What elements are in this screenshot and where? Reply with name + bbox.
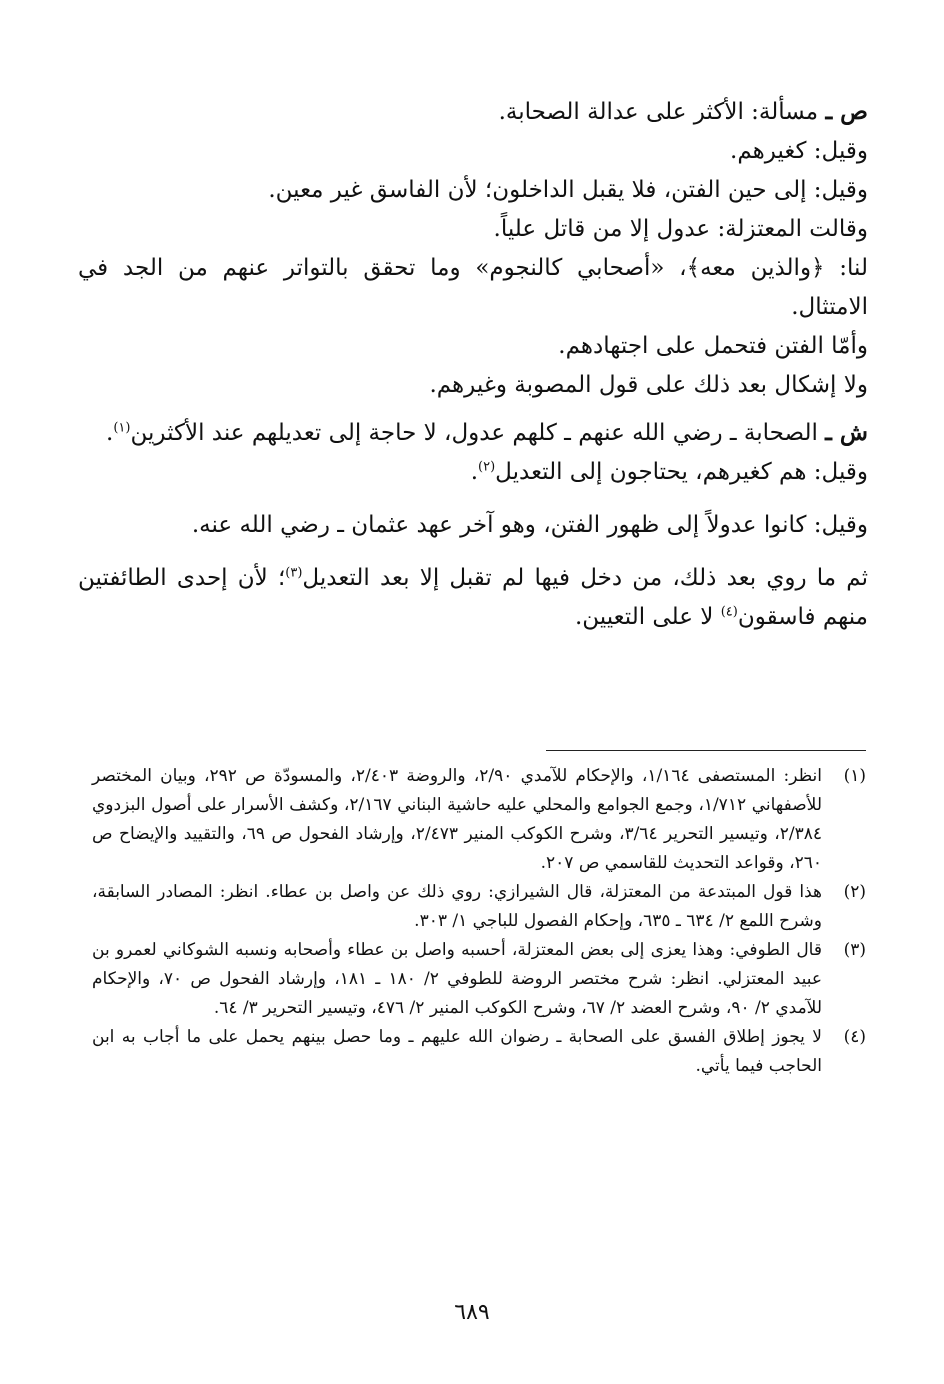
paragraph-text: مسألة: الأكثر على عدالة الصحابة.: [498, 99, 826, 125]
footnote-separator: [546, 750, 866, 751]
matn-marker: ص ـ: [825, 98, 868, 125]
footnote-text: هذا قول المبتدعة من المعتزلة، قال الشيرازي: روي ذلك عن واصل بن عطاء. انظر: المصادر السابقة، وشرح اللمع ٢/ ٦٣٤ ـ ٦٣٥، وإحكام الفصول للباجي ١/ ٣٠٣.: [92, 882, 822, 931]
punctuation: .: [106, 420, 114, 446]
footnote: [92, 762, 866, 878]
footnote: [92, 878, 866, 936]
footnote-ref[interactable]: (١): [113, 420, 131, 436]
paragraph: ولا إشكال بعد ذلك على قول المصوبة وغيرهم.: [429, 372, 868, 398]
footnote-number: (٣): [843, 940, 866, 960]
paragraph: [78, 413, 868, 453]
paragraph: [78, 559, 868, 637]
paragraph-text: وقيل: هم كغيرهم، يحتاجون إلى التعديل: [495, 459, 868, 485]
paragraph: [78, 453, 868, 492]
paragraph-text: لا على التعيين.: [574, 604, 721, 630]
footnote-ref[interactable]: (٣): [285, 565, 303, 581]
paragraph: [78, 92, 868, 132]
footnote: [92, 1023, 866, 1081]
page-number: ٦٨٩: [454, 1300, 490, 1325]
sharh-marker: ش ـ: [825, 419, 868, 446]
footnote-ref[interactable]: (٢): [478, 459, 496, 475]
footnotes: [92, 762, 866, 1081]
paragraph: وقالت المعتزلة: عدول إلا من قاتل علياً.: [493, 216, 868, 242]
footnote-number: (٢): [843, 882, 866, 902]
footnote-ref[interactable]: (٤): [720, 604, 738, 620]
paragraph: وقيل: إلى حين الفتن، فلا يقبل الداخلون؛ لأن الفاسق غير معين.: [268, 177, 868, 203]
footnote-number: (١): [843, 766, 866, 786]
footnote-text: انظر: المستصفى ١/١٦٤، والإحكام للآمدي ٢/٩٠، والروضة ٢/٤٠٣، والمسودّة ص ٢٩٢، وبيان المختصر للأصفهاني ١/٧١٢، وجمع الجوامع والمحلي عليه حاشية البناني ٢/١٦٧، وكشف الأسرار على أصول البزدوي ٢/٣٨٤، وتيسير التحرير ٣/٦٤، وشرح الكوكب المنير ٢/٤٧٣، وإرشاد الفحول ص ٦٩، والتقييد والإيضاح ص ٢٦٠، وقواعد التحديث للقاسمي ص ٢٠٧.: [92, 766, 823, 873]
footnote: [92, 936, 866, 1023]
punctuation: .: [470, 459, 479, 485]
main-text: [78, 92, 868, 637]
paragraph-text: الصحابة ـ رضي الله عنهم ـ كلهم عدول، لا حاجة إلى تعديلهم عند الأكثرين: [130, 420, 826, 446]
paragraph: وقيل: كغيرهم.: [730, 138, 868, 164]
footnote-number: (٤): [843, 1027, 866, 1047]
paragraph: وأمّا الفتن فتحمل على اجتهادهم.: [558, 333, 868, 359]
footnote-text: قال الطوفي: وهذا يعزى إلى بعض المعتزلة، أحسبه واصل بن عطاء وأصحابه ونسبه الشوكاني لعمرو بن عبيد المعتزلي. انظر: شرح مختصر الروضة للطوفي ٢/ ١٨٠ ـ ١٨١، وإرشاد الفحول ص ٧٠، والإحكام للآمدي ٢/ ٩٠، وشرح العضد ٢/ ٦٧، وشرح الكوكب المنير ٢/ ٤٧٦، وتيسير التحرير ٣/ ٦٤.: [92, 940, 822, 1018]
paragraph-text: ؛ لأن إحدى الطائفتين منهم فاسقون: [78, 565, 868, 630]
paragraph-text: ثم ما روي بعد ذلك، من دخل فيها لم تقبل إلا بعد التعديل: [302, 565, 868, 591]
paragraph: لنا: ﴿والذين معه﴾، «أصحابي كالنجوم» وما تحقق بالتواتر عنهم من الجد في الامتثال.: [78, 255, 868, 320]
paragraph: وقيل: كانوا عدولاً إلى ظهور الفتن، وهو آخر عهد عثمان ـ رضي الله عنه.: [191, 512, 868, 538]
footnote-text: لا يجوز إطلاق الفسق على الصحابة ـ رضوان الله عليهم ـ وما حصل بينهم يحمل على ما أجاب به ابن الحاجب فيما يأتي.: [92, 1027, 822, 1076]
